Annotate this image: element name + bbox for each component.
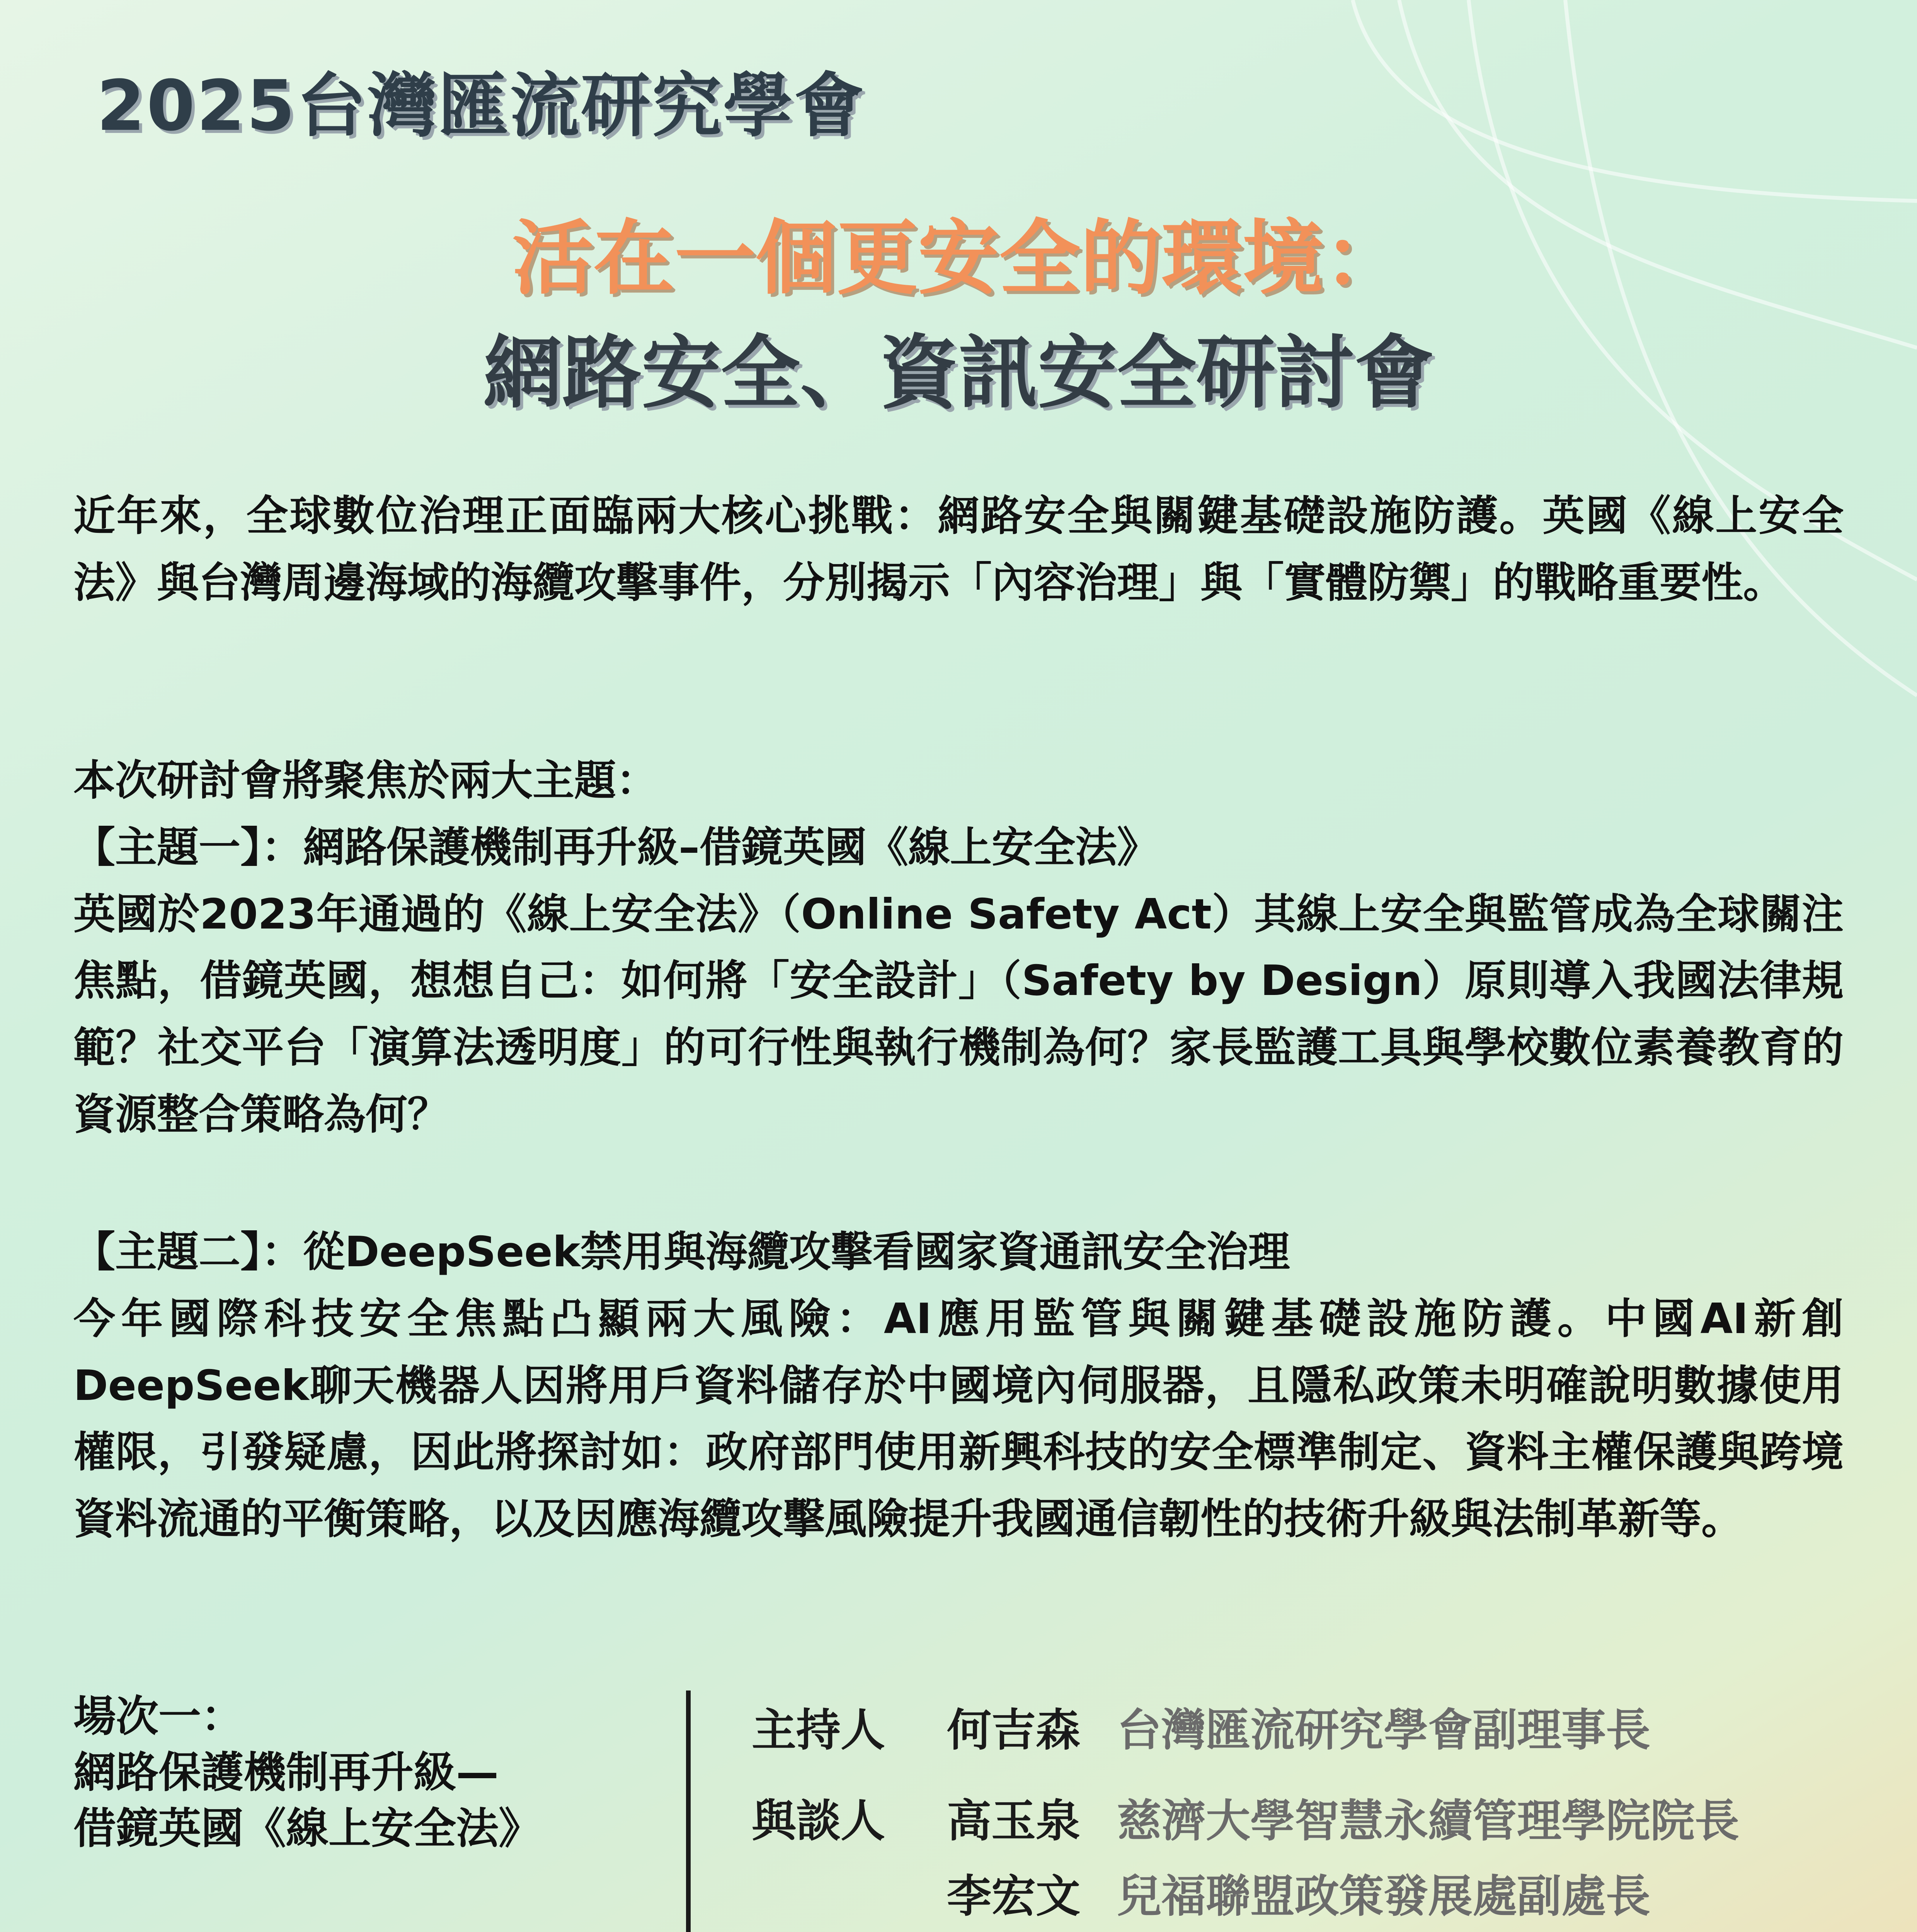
topic2-heading: 【主題二】：從DeepSeek禁用與海纜攻擊看國家資通訊安全治理 xyxy=(73,1228,1290,1276)
session1-panelist1-name: 高玉泉 xyxy=(947,1795,1081,1847)
session1-panelist1-affiliation: 慈濟大學智慧永續管理學院院長 xyxy=(1117,1795,1740,1847)
intro-text: 近年來，全球數位治理正面臨兩大核心挑戰：網路安全與關鍵基礎設施防護。英國《線上安全法》與台灣周邊海域的海纜攻擊事件，分別揭示「內容治理」與「實體防禦」的戰略重要性。 xyxy=(73,492,1844,607)
session1-label: 場次一： xyxy=(73,1692,243,1741)
session1-host-role: 主持人 xyxy=(752,1704,885,1756)
session1-host-name: 何吉森 xyxy=(947,1704,1081,1756)
intro-paragraph xyxy=(73,483,1844,617)
topic2-block xyxy=(73,1219,1844,1553)
main-title-line1: 活在一個更安全的環境： xyxy=(512,211,1405,306)
session1-title-line1: 網路保護機制再升級— xyxy=(73,1748,499,1798)
session1-panel-role: 與談人 xyxy=(752,1795,885,1847)
session1-host-affiliation: 台灣匯流研究學會副理事長 xyxy=(1117,1704,1651,1756)
org-title: 2025台灣匯流研究學會 xyxy=(97,66,865,146)
session1-title-line2: 借鏡英國《線上安全法》 xyxy=(73,1804,541,1854)
session1-panelist2-affiliation: 兒福聯盟政策發展處副處長 xyxy=(1117,1871,1651,1922)
topic1-body: 英國於2023年通過的《線上安全法》（Online Safety Act）其線上安全與監管成為全球關注焦點，借鏡英國，想想自己：如何將「安全設計」（Safety by Design）原則導入我國法律規範？社交平台「演算法透明度」的可行性與執行機制為何？家長監護工具與學校數位素養教育的資源整合策略為何？ xyxy=(73,890,1844,1139)
topic1-heading: 【主題一】：網路保護機制再升級–借鏡英國《線上安全法》 xyxy=(73,823,1159,872)
session1-divider xyxy=(686,1690,691,1932)
session1-title-block xyxy=(73,1689,541,1857)
topic1-block xyxy=(73,748,1844,1148)
topic2-body: 今年國際科技安全焦點凸顯兩大風險：AI應用監管與關鍵基礎設施防護。中國AI新創DeepSeek聊天機器人因將用戶資料儲存於中國境內伺服器，且隱私政策未明確說明數據使用權限，引發疑慮，因此將探討如：政府部門使用新興科技的安全標準制定、資料主權保護與跨境資料流通的平衡策略，以及因應海纜攻擊風險提升我國通信韌性的技術升級與法制革新等。 xyxy=(73,1294,1844,1544)
topics-heading: 本次研討會將聚焦於兩大主題： xyxy=(73,757,658,805)
main-title-line2: 網路安全、資訊安全研討會 xyxy=(483,327,1434,419)
session1-panelist2-name: 李宏文 xyxy=(947,1871,1081,1922)
